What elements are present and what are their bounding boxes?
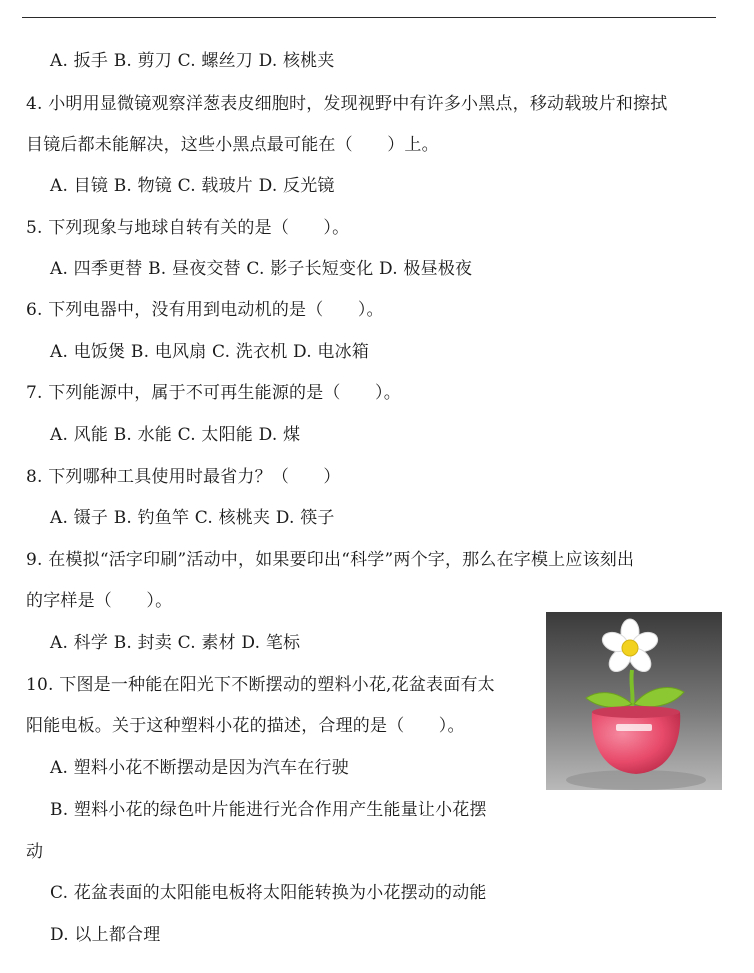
q6-stem: 6. 下列电器中，没有用到电动机的是（ ）。: [26, 300, 384, 320]
q10-option-b: B. 塑料小花的绿色叶片能进行光合作用产生能量让小花摆: [50, 800, 487, 820]
q6-options: A. 电饭煲 B. 电风扇 C. 洗衣机 D. 电冰箱: [50, 342, 370, 362]
q8-options: A. 镊子 B. 钓鱼竿 C. 核桃夹 D. 筷子: [50, 508, 335, 528]
q7-options: A. 风能 B. 水能 C. 太阳能 D. 煤: [50, 425, 301, 445]
q4-stem-line1: 4. 小明用显微镜观察洋葱表皮细胞时，发现视野中有许多小黑点，移动载玻片和擦拭: [26, 94, 668, 114]
q4-stem-line2: 目镜后都未能解决，这些小黑点最可能在（ ）上。: [26, 135, 439, 155]
q10-stem-line1: 10. 下图是一种能在阳光下不断摆动的塑料小花,花盆表面有太: [26, 675, 495, 695]
q9-stem-line1: 9. 在模拟“活字印刷”活动中，如果要印出“科学”两个字，那么在字模上应该刻出: [26, 550, 635, 570]
q5-stem: 5. 下列现象与地球自转有关的是（ ）。: [26, 218, 350, 238]
q10-option-c: C. 花盆表面的太阳能电板将太阳能转换为小花摆动的动能: [50, 883, 487, 903]
q10-option-b-wrap: 动: [26, 842, 44, 862]
q9-stem-line2: 的字样是（ ）。: [26, 591, 173, 611]
q10-option-a: A. 塑料小花不断摆动是因为汽车在行驶: [50, 758, 349, 778]
q3-options: A. 扳手 B. 剪刀 C. 螺丝刀 D. 核桃夹: [50, 51, 335, 71]
q7-stem: 7. 下列能源中，属于不可再生能源的是（ ）。: [26, 383, 401, 403]
q4-options: A. 目镜 B. 物镜 C. 载玻片 D. 反光镜: [50, 176, 335, 196]
q9-options: A. 科学 B. 封卖 C. 素材 D. 笔标: [50, 633, 301, 653]
top-rule: [22, 17, 716, 18]
q10-option-d: D. 以上都合理: [50, 925, 161, 945]
solar-flower-photo: [546, 612, 722, 790]
q8-stem: 8. 下列哪种工具使用时最省力？（ ）: [26, 467, 341, 487]
q5-options: A. 四季更替 B. 昼夜交替 C. 影子长短变化 D. 极昼极夜: [50, 259, 473, 279]
q10-stem-line2: 阳能电板。关于这种塑料小花的描述，合理的是（ ）。: [26, 716, 465, 736]
